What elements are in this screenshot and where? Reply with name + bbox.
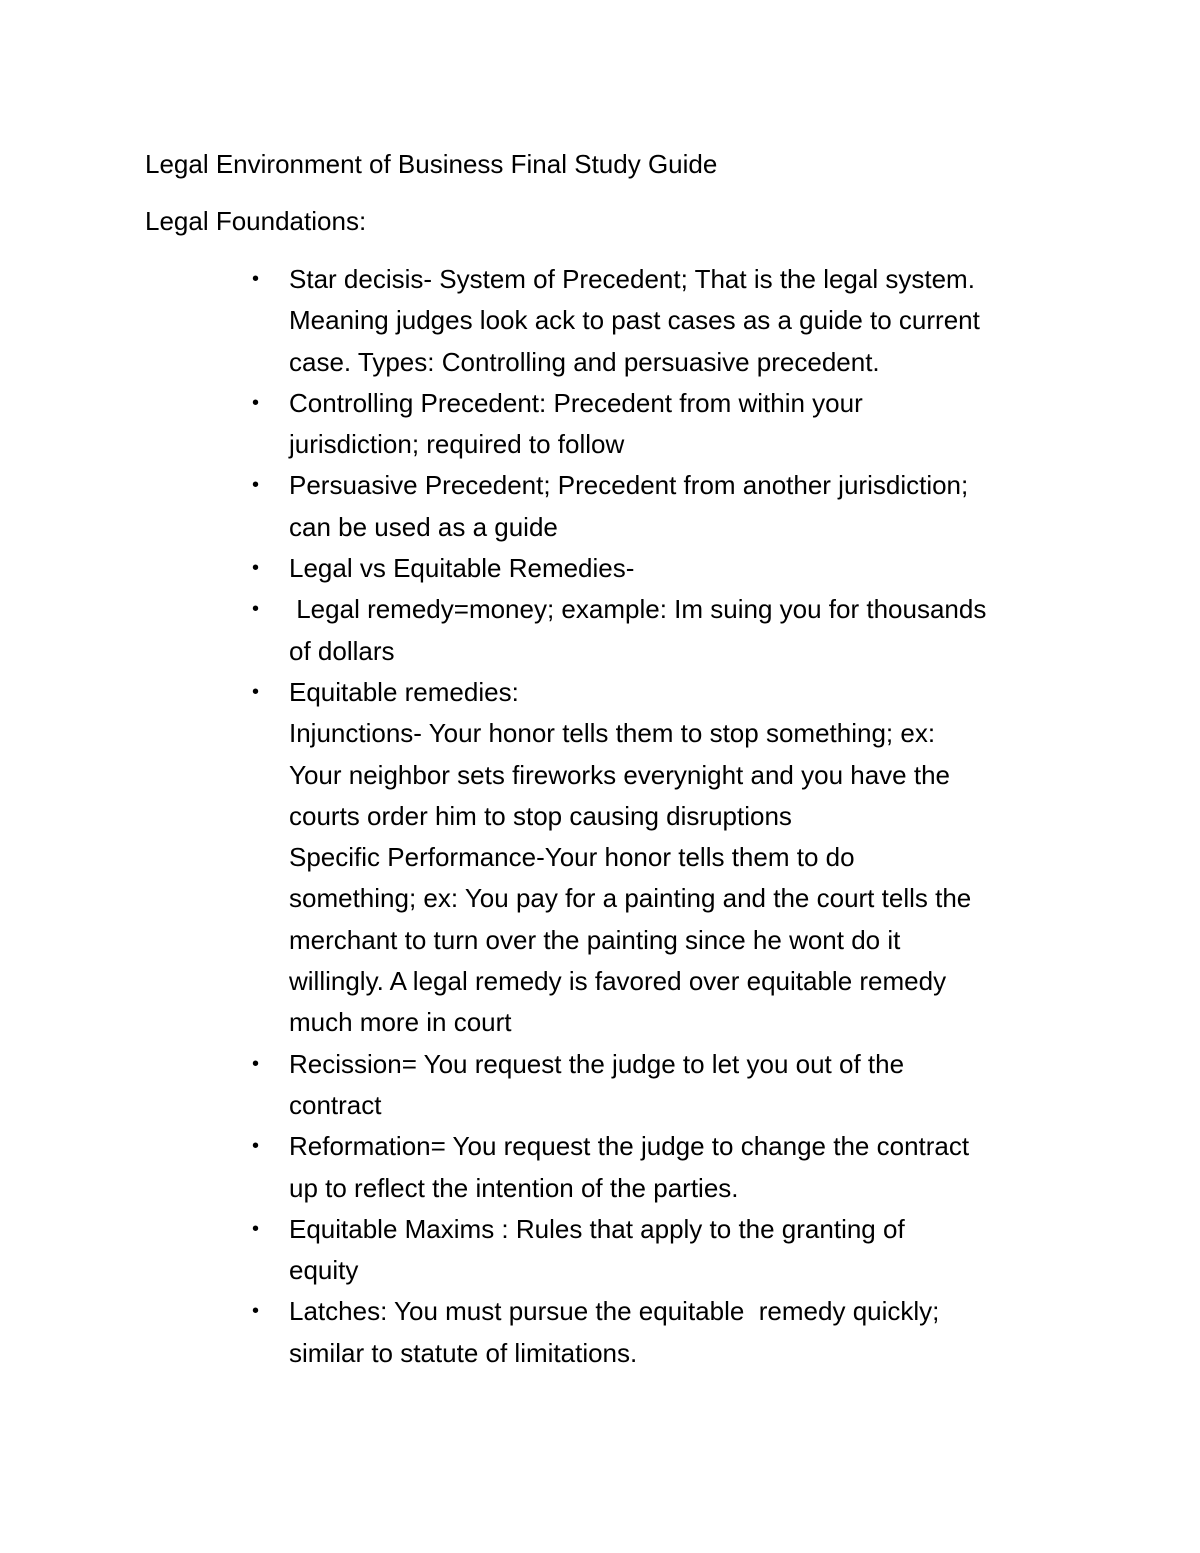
text-line: Legal remedy=money; example: Im suing you for thousands [289, 594, 987, 625]
text-line: Specific Performance-Your honor tells them to do [289, 842, 855, 873]
text-line: Reformation= You request the judge to change the contract [289, 1131, 970, 1162]
bullet-icon: • [252, 680, 260, 703]
text-line: merchant to turn over the painting since he wont do it [289, 924, 901, 955]
bullet-icon: • [252, 1135, 260, 1158]
text-line: jurisdiction; required to follow [289, 429, 625, 460]
bullet-text [289, 1044, 1069, 1127]
text-line: of dollars [289, 635, 395, 666]
bullet-text [289, 1209, 1069, 1292]
bullet-text [289, 465, 1069, 548]
bullet-list [0, 259, 1200, 1374]
bullet-text [289, 672, 1069, 1044]
text-line: Meaning judges look ack to past cases as a guide to current [289, 305, 980, 336]
text-line: contract [289, 1089, 382, 1120]
list-item [0, 465, 1200, 548]
text-line: Equitable Maxims : Rules that apply to the granting of [289, 1213, 905, 1244]
bullet-text [289, 1126, 1069, 1209]
text-line: Equitable remedies: [289, 676, 519, 707]
text-line: equity [289, 1255, 359, 1286]
bullet-icon: • [252, 598, 260, 621]
list-item [0, 1044, 1200, 1127]
text-line: case. Types: Controlling and persuasive precedent. [289, 346, 880, 377]
text-line: Legal vs Equitable Remedies- [289, 553, 635, 584]
bullet-icon: • [252, 268, 260, 290]
bullet-text [289, 589, 1069, 672]
text-line: Injunctions- Your honor tells them to stop something; ex: [289, 718, 936, 749]
bullet-text [289, 259, 1069, 383]
list-item [0, 1126, 1200, 1209]
text-line: Star decisis- System of Precedent; That is the legal system. [289, 264, 975, 294]
bullet-icon: • [252, 474, 260, 497]
bullet-text [289, 548, 1069, 589]
text-line: Controlling Precedent: Precedent from within your [289, 387, 863, 418]
bullet-text [289, 1291, 1069, 1374]
bullet-icon: • [252, 1300, 260, 1323]
text-line: something; ex: You pay for a painting and the court tells the [289, 883, 972, 914]
section-heading: Legal Foundations: [145, 206, 367, 236]
list-item [0, 383, 1200, 466]
document-title: Legal Environment of Business Final Study Guide [145, 149, 718, 179]
list-item [0, 1291, 1200, 1374]
text-line: willingly. A legal remedy is favored over equitable remedy [289, 966, 947, 997]
bullet-icon: • [252, 391, 260, 414]
text-line: Persuasive Precedent; Precedent from another jurisdiction; [289, 470, 969, 501]
text-line: up to reflect the intention of the parties. [289, 1172, 739, 1203]
text-line: can be used as a guide [289, 511, 558, 542]
list-item [0, 259, 1200, 383]
bullet-text [289, 383, 1069, 466]
text-line: Latches: You must pursue the equitable remedy quickly; [289, 1296, 940, 1327]
list-item [0, 548, 1200, 589]
text-line: similar to statute of limitations. [289, 1337, 638, 1368]
list-item [0, 1209, 1200, 1292]
text-line: much more in court [289, 1007, 512, 1038]
list-item [0, 589, 1200, 672]
text-line: Recission= You request the judge to let you out of the [289, 1048, 905, 1079]
bullet-icon: • [252, 557, 260, 580]
list-item [0, 672, 1200, 1044]
bullet-icon: • [252, 1217, 260, 1240]
text-line: courts order him to stop causing disruptions [289, 800, 792, 831]
text-line: Your neighbor sets fireworks everynight and you have the [289, 759, 950, 790]
bullet-icon: • [252, 1052, 260, 1075]
